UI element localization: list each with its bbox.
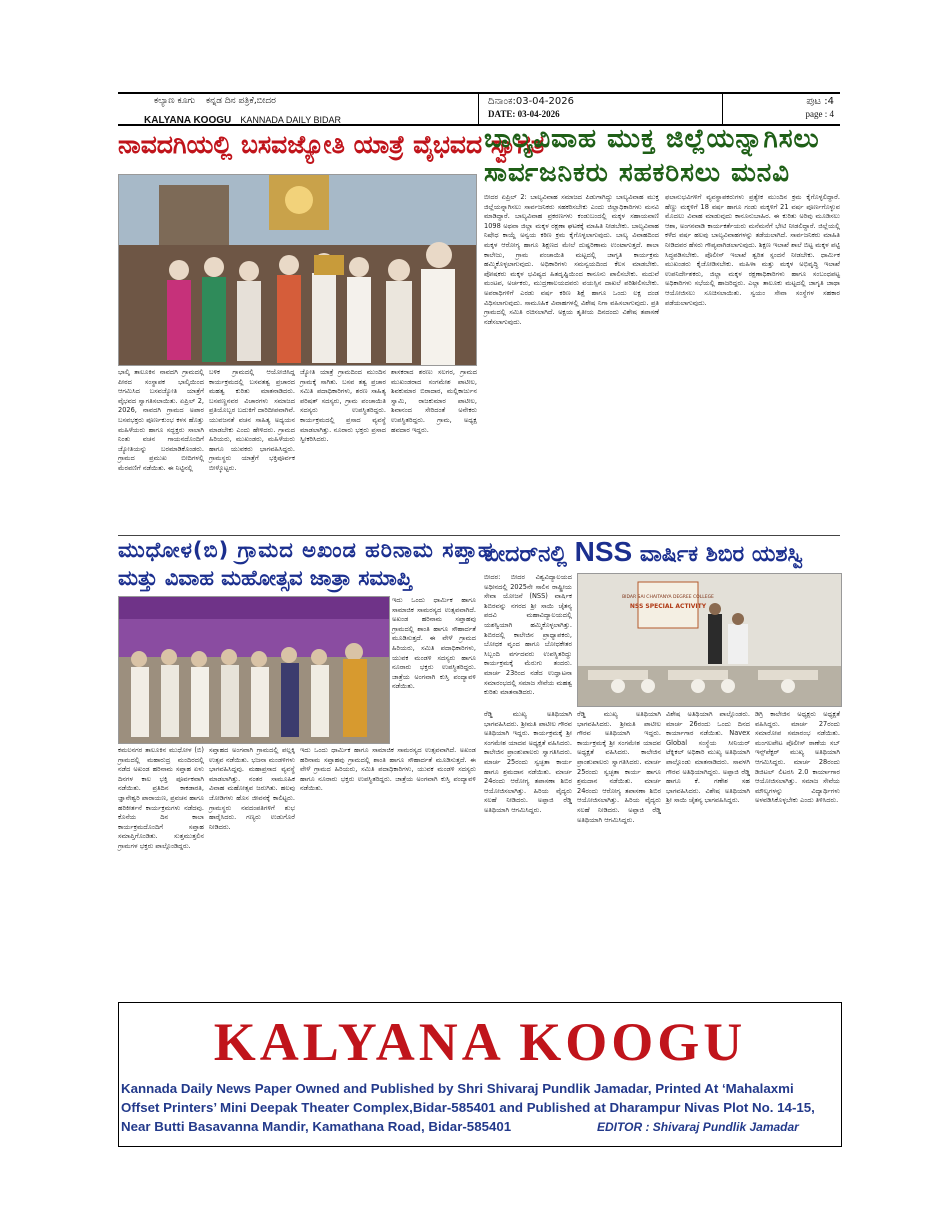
masthead-title-block <box>118 94 479 124</box>
story1-column-3: ಜ್ಯೋತಿ ಯಾತ್ರೆ ಗ್ರಾಮದಿಂದ ಮುಂದಿನ ಗ್ರಾಮಕ್ಕೆ ಸಾಗಿತು. ಬಸವ ತತ್ವ ಪ್ರಚಾರ ಸಮಿತಿ ಪದಾಧಿಕಾರಿಗಳು, ಶರಣ ಸಾಹಿತ್ಯ ಪರಿಷತ್ ಸದಸ್ಯರು, ಗ್ರಾಮ ಪಂಚಾಯಿತಿ ಸದಸ್ಯರು ಉಪಸ್ಥಿತರಿದ್ದರು. ಕಾರ್ಯಕ್ರಮದಲ್ಲಿ ಪ್ರಸಾದ ವ್ಯವಸ್ಥೆ ಮಾಡಲಾಗಿತ್ತು. ನೂರಾರು ಭಕ್ತರು ಪ್ರಸಾದ ಸ್ವೀಕರಿಸಿದರು. <box>300 368 386 444</box>
masthead <box>118 92 840 126</box>
story4-headline-prefix: ಬೀದರ್‌ನಲ್ಲಿ <box>484 542 567 567</box>
masthead-name-english: KALYANA KOOGU <box>144 115 232 126</box>
story4-column-2: ರೆಡ್ಡಿ ಮುಖ್ಯ ಅತಿಥಿಯಾಗಿ ಭಾಗವಹಿಸಿದರು. ಶ್ರೀಮತಿ ಪಾಟೀಲ ಗೌರವ ಅತಿಥಿಯಾಗಿ ಇದ್ದರು. ಕಾರ್ಯಕ್ರಮಕ್ಕೆ ಶ್ರೀ ಸಂಗಮೇಶ ಯಾದವ ಅಧ್ಯಕ್ಷತೆ ವಹಿಸಿದರು. ಕಾಲೇಜಿನ ಪ್ರಾಂಶುಪಾಲರು ಸ್ವಾಗತಿಸಿದರು. ಮಾರ್ಚ 25ರಂದು ಸ್ವಚ್ಛತಾ ಕಾರ್ಯ ಹಾಗೂ ಶ್ರಮದಾನ ನಡೆಯಿತು. ಮಾರ್ಚ 24ರಂದು ಆರೋಗ್ಯ ತಪಾಸಣಾ ಶಿಬಿರ ಆಯೋಜಿಸಲಾಗಿತ್ತು. ಹಿರಿಯ ವೈದ್ಯರು ಸಲಹೆ ನೀಡಿದರು. ಅಪ್ಪಾಜಿ ರೆಡ್ಡಿ ಅತಿಥಿಯಾಗಿ ಆಗಮಿಸಿದ್ದರು. <box>577 710 661 824</box>
story4-column-4: ಡಿಗ್ರಿ ಕಾಲೇಜಿನ ಅಧ್ಯಕ್ಷರು ಅಧ್ಯಕ್ಷತೆ ವಹಿಸಿದ್ದರು. ಮಾರ್ಚ 27ರಂದು ಸಮಾರೋಪ ಸಮಾರಂಭ ನಡೆಯಿತು. ಮಂಗಲಪೇಟ ಪೊಲೀಸ್ ಠಾಣೆಯ ಸಬ್ ಇನ್ಸ್‌ಪೆಕ್ಟರ್ ಮುಖ್ಯ ಅತಿಥಿಯಾಗಿ ಆಗಮಿಸಿದ್ದರು. ಮಾರ್ಚ 28ರಂದು ಡಿಜಿಟಲ್ ಲಿಟರಸಿ 2.0 ಕಾರ್ಯಾಗಾರ ಆಯೋಜಿಸಲಾಗಿತ್ತು. ಸಮಾಜ ಸೇವೆಯ ಮೌಲ್ಯಗಳನ್ನು ವಿದ್ಯಾರ್ಥಿಗಳು ಅಳವಡಿಸಿಕೊಳ್ಳಬೇಕು ಎಂದು ತಿಳಿಸಿದರು. <box>755 710 840 805</box>
story4-headline-nss: NSS <box>574 536 633 567</box>
story2-column-2: ಫಲಾನುಭವಿಗಳಿಗೆ ವ್ಯವಸ್ಥಾಪಕರುಗಳು ಪ್ರತ್ಯೇಕ ಮುಂದಿನ ಕ್ರಮ ಕೈಗೊಳ್ಳಲಿದ್ದಾರೆ. ಹೆಣ್ಣು ಮಕ್ಕಳಿಗೆ 18 ವರ್ಷ ಹಾಗೂ ಗಂಡು ಮಕ್ಕಳಿಗೆ 21 ವರ್ಷ ಪೂರ್ಣಗೊಳ್ಳುವ ಮೊದಲು ವಿವಾಹ ಮಾಡುವುದು ಕಾನೂನುಬಾಹಿರ. ಈ ಕುರಿತು ಅರಿವು ಮೂಡಿಸಲು ಆಶಾ, ಅಂಗನವಾಡಿ ಕಾರ್ಯಕರ್ತೆಯರು ಮನೆಮನೆಗೆ ಭೇಟಿ ನೀಡಲಿದ್ದಾರೆ. ಜಿಲ್ಲೆಯಲ್ಲಿ ಕಳೆದ ವರ್ಷ ಹಲವು ಬಾಲ್ಯವಿವಾಹಗಳನ್ನು ತಡೆಯಲಾಗಿದೆ. ಸಾರ್ವಜನಿಕರು ಮಾಹಿತಿ ನೀಡಿದವರ ಹೆಸರು ಗೌಪ್ಯವಾಗಿಡಲಾಗುವುದು. ಶಿಕ್ಷಣ ಇಲಾಖೆ ಶಾಲೆ ಬಿಟ್ಟ ಮಕ್ಕಳ ಪಟ್ಟಿ ಸಿದ್ಧಪಡಿಸಬೇಕು. ಪೊಲೀಸ್ ಇಲಾಖೆ ತ್ವರಿತ ಸ್ಪಂದನೆ ನೀಡಬೇಕು. ಧಾರ್ಮಿಕ ಮುಖಂಡರು ಕೈಜೋಡಿಸಬೇಕು. ಮಹಿಳಾ ಮತ್ತು ಮಕ್ಕಳ ಅಭಿವೃದ್ಧಿ ಇಲಾಖೆ ಉಪನಿರ್ದೇಶಕರು, ಜಿಲ್ಲಾ ಮಕ್ಕಳ ರಕ್ಷಣಾಧಿಕಾರಿಗಳು ಹಾಗೂ ಸಂಬಂಧಪಟ್ಟ ಅಧಿಕಾರಿಗಳು ಸಭೆಯಲ್ಲಿ ಹಾಜರಿದ್ದರು. ಎಲ್ಲಾ ತಾಲೂಕು ಮಟ್ಟದಲ್ಲಿ ಜಾಗೃತಿ ಜಾಥಾ ಆಯೋಜಿಸಲು ಸೂಚಿಸಲಾಯಿತು. ಸ್ವಯಂ ಸೇವಾ ಸಂಸ್ಥೆಗಳ ಸಹಕಾರ ಪಡೆಯಲಾಗುವುದು. <box>665 193 840 307</box>
story1-column-2: ಬಳಿಕ ಗ್ರಾಮದಲ್ಲಿ ಆಯೋಜಿಸಿದ್ದ ಕಾರ್ಯಕ್ರಮದಲ್ಲಿ ಬಸವತತ್ವ ಪ್ರಚಾರದ ಮಹತ್ವ ಕುರಿತು ಮಾತನಾಡಿದರು. ಬಸವಣ್ಣನವರ ವಿಚಾರಗಳು ಸಮಾಜದ ಪ್ರತಿಯೊಬ್ಬರ ಬದುಕಿಗೆ ದಾರಿದೀಪವಾಗಿವೆ. ಯುವಜನತೆ ವಚನ ಸಾಹಿತ್ಯ ಅಧ್ಯಯನ ಮಾಡಬೇಕು ಎಂದು ಹೇಳಿದರು. ಗ್ರಾಮದ ಹಿರಿಯರು, ಮುಖಂಡರು, ಮಹಿಳೆಯರು ಹಾಗೂ ಯುವಕರು ಭಾಗವಹಿಸಿದ್ದರು. ಗ್ರಾಮಸ್ಥರು ಯಾತ್ರೆಗೆ ಭಕ್ತಿಪೂರ್ವಕ ಬೀಳ್ಕೊಟ್ಟರು. <box>209 368 295 472</box>
footer-line-2: Offset Printers’ Mini Deepak Theater Complex,Bidar-585401 and Published at Dharampur Nivas Plot No. 14-15, <box>121 1100 815 1115</box>
story4-banner-title: NSS SPECIAL ACTIVITY <box>629 603 707 610</box>
masthead-name-kannada: ಕಲ್ಯಾಣ ಕೂಗು <box>154 96 196 106</box>
story4-column-3: ವಿಶೇಷ ಅತಿಥಿಯಾಗಿ ಪಾಲ್ಗೊಂಡರು. ಮಾರ್ಚ 26ರಂದು ಒಂದು ದಿನದ ಕಾರ್ಯಾಗಾರ ನಡೆಯಿತು. Navex Global ಸಂಸ್ಥೆಯ ಸೀನಿಯರ್ ಟೆಕ್ನಿಕಲ್ ಅಧಿಕಾರಿ ಮುಖ್ಯ ಅತಿಥಿಯಾಗಿ ಪಾಲ್ಗೊಂಡು ಮಾತನಾಡಿದರು. ಸಾವಳಗಿ ಗೌರವ ಅತಿಥಿಯಾಗಿದ್ದರು. ಅಪ್ಪಾಜಿ ರೆಡ್ಡಿ ಹಾಗೂ ಕೆ. ಗಣೇಶ ಸಹ ಭಾಗವಹಿಸಿದರು. ವಿಶೇಷ ಅತಿಥಿಯಾಗಿ ಶ್ರೀ ಸಾಯಿ ಚೈತನ್ಯ ಭಾಗವಹಿಸಿದ್ದರು. <box>666 710 750 805</box>
footer-line-3: Near Butti Basavanna Mandir, Kamathana Road, Bidar-585401 <box>121 1119 512 1134</box>
story4-photo <box>577 573 842 707</box>
story1-photo-illustration <box>119 175 476 365</box>
story1-column-4: ಶಾಸಕರಾದ ಶರಣು ಸಲಗರ, ಗ್ರಾಮದ ಮುಖಂಡರಾದ ಸಂಗಮೇಶ ಪಾಟೀಲ, ಶಿವಕುಮಾರ ಬಿರಾದಾರ, ಮಲ್ಲಿಕಾರ್ಜುನ ಸ್ವಾಮಿ, ರಾಜಕುಮಾರ ಪಾಟೀಲ, ಶಿವಾನಂದ ಸೇರಿದಂತೆ ಅನೇಕರು ಉಪಸ್ಥಿತರಿದ್ದರು. ಗ್ರಾಮ, ಅಧ್ಯಕ್ಷ ಹವದಾರ ಇದ್ದರು. <box>391 368 477 434</box>
story2-headline-line2: ಸಾರ್ವಜನಿಕರು ಸಹಕರಿಸಲು ಮನವಿ <box>484 158 791 188</box>
masthead-page-kannada: ಪುಟ :4 <box>806 96 834 107</box>
story4-banner-text: BIDAR SAI CHAITANYA DEGREE COLLEGE <box>622 595 714 600</box>
story4-column-1: ಬೀದರ: ಬೀದರ ವಿಶ್ವವಿದ್ಯಾಲಯದ ಅಧೀನದಲ್ಲಿ 2025ನೇ ಸಾಲಿನ ರಾಷ್ಟ್ರೀಯ ಸೇವಾ ಯೋಜನೆ (NSS) ವಾರ್ಷಿಕ ಶಿಬಿರವನ್ನು ನಗರದ ಶ್ರೀ ಸಾಯಿ ಚೈತನ್ಯ ಪದವಿ ಮಹಾವಿದ್ಯಾಲಯದಲ್ಲಿ ಯಶಸ್ವಿಯಾಗಿ ಹಮ್ಮಿಕೊಳ್ಳಲಾಗಿತ್ತು. ಶಿಬಿರದಲ್ಲಿ ಕಾಲೇಜಿನ ಪ್ರಾಧ್ಯಾಪಕರು, ಬೋಧಕ ವೃಂದ ಹಾಗೂ ಬೋಧಕೇತರ ಸಿಬ್ಬಂದಿ ವರ್ಗದವರು ಉಪಸ್ಥಿತರಿದ್ದು ಕಾರ್ಯಕ್ರಮಕ್ಕೆ ಮೆರುಗು ತಂದರು. ಮಾರ್ಚ 23ರಿಂದ ನಡೆದ ಉದ್ಘಾಟನಾ ಸಮಾರಂಭದಲ್ಲಿ ಸಮಾಜ ಸೇವೆಯ ಮಹತ್ವ ಕುರಿತು ಮಾತನಾಡಿದರು. <box>484 573 572 697</box>
masthead-date-kannada: ದಿನಾಂಕ:03-04-2026 <box>488 96 574 107</box>
story3-headline-line2: ಮತ್ತು ವಿವಾಹ ಮಹೋತ್ಸವ ಜಾತ್ರಾ ಸಮಾಪ್ತಿ <box>118 566 413 590</box>
story3-column-3: ಇದು ಒಂದು ಧಾರ್ಮಿಕ ಹಾಗೂ ಸಾಮಾಜಿಕ ಸಾಮರಸ್ಯದ ಉತ್ಸವವಾಗಿದೆ. ಅಖಂಡ ಹರಿನಾಮ ಸಪ್ತಾಹವು ಗ್ರಾಮದಲ್ಲಿ ಶಾಂತಿ ಹಾಗೂ ಸೌಹಾರ್ದತೆ ಮೂಡಿಸುತ್ತದೆ. ಈ ವೇಳೆ ಗ್ರಾಮದ ಹಿರಿಯರು, ಸಮಿತಿ ಪದಾಧಿಕಾರಿಗಳು, ಯುವಕ ಮಂಡಳಿ ಸದಸ್ಯರು ಹಾಗೂ ನೂರಾರು ಭಕ್ತರು ಉಪಸ್ಥಿತರಿದ್ದರು. ಜಾತ್ರೆಯ ಅಂಗವಾಗಿ ಕುಸ್ತಿ ಪಂದ್ಯಾವಳಿ ನಡೆಯಿತು. <box>392 596 476 691</box>
footer-editor: EDITOR : Shivaraj Pundlik Jamadar <box>597 1120 799 1134</box>
masthead-page-block <box>722 94 840 124</box>
story4-photo-illustration <box>578 574 841 706</box>
story3-photo-illustration <box>119 597 389 743</box>
story2-headline-line1: ಬಾಲ್ಯವಿವಾಹ ಮುಕ್ತ ಜಿಲ್ಲೆಯನ್ನಾಗಿಸಲು <box>484 124 820 154</box>
masthead-daily-english: KANNADA DAILY BIDAR <box>240 115 342 125</box>
story3-photo <box>118 596 390 744</box>
story3-column-2: ಸಪ್ತಾಹದ ಅಂಗವಾಗಿ ಗ್ರಾಮದಲ್ಲಿ ಪಲ್ಲಕ್ಕಿ ಉತ್ಸವ ನಡೆಯಿತು. ಭಜನಾ ಮಂಡಳಿಗಳು ಭಾಗವಹಿಸಿದ್ದವು. ಮಹಾಪ್ರಸಾದ ವ್ಯವಸ್ಥೆ ಮಾಡಲಾಗಿತ್ತು. ನಂತರ ಸಾಮೂಹಿಕ ವಿವಾಹ ಮಹೋತ್ಸವ ಜರುಗಿತು. ಹಲವು ಜೋಡಿಗಳು ಹೊಸ ಜೀವನಕ್ಕೆ ಕಾಲಿಟ್ಟರು. ಗ್ರಾಮಸ್ಥರು ನವದಂಪತಿಗಳಿಗೆ ಶುಭ ಹಾರೈಸಿದರು. ಗಣ್ಯರು ಉಡುಗೊರೆ ನೀಡಿದರು. <box>209 746 295 831</box>
masthead-date-block <box>478 94 723 124</box>
story4-headline <box>484 538 840 566</box>
story1-photo <box>118 174 477 366</box>
story4-column-1b: ರೆಡ್ಡಿ ಮುಖ್ಯ ಅತಿಥಿಯಾಗಿ ಭಾಗವಹಿಸಿದರು. ಶ್ರೀಮತಿ ಪಾಟೀಲ ಗೌರವ ಅತಿಥಿಯಾಗಿ ಇದ್ದರು. ಕಾರ್ಯಕ್ರಮಕ್ಕೆ ಶ್ರೀ ಸಂಗಮೇಶ ಯಾದವ ಅಧ್ಯಕ್ಷತೆ ವಹಿಸಿದರು. ಕಾಲೇಜಿನ ಪ್ರಾಂಶುಪಾಲರು ಸ್ವಾಗತಿಸಿದರು. ಮಾರ್ಚ 25ರಂದು ಸ್ವಚ್ಛತಾ ಕಾರ್ಯ ಹಾಗೂ ಶ್ರಮದಾನ ನಡೆಯಿತು. ಮಾರ್ಚ 24ರಂದು ಆರೋಗ್ಯ ತಪಾಸಣಾ ಶಿಬಿರ ಆಯೋಜಿಸಲಾಗಿತ್ತು. ಹಿರಿಯ ವೈದ್ಯರು ಸಲಹೆ ನೀಡಿದರು. ಅಪ್ಪಾಜಿ ರೆಡ್ಡಿ ಅತಿಥಿಯಾಗಿ ಆಗಮಿಸಿದ್ದರು. <box>484 710 572 814</box>
publisher-box <box>118 1002 842 1147</box>
story2-column-1: ಬೀದರ ಏಪ್ರಿಲ್ 2: ಬಾಲ್ಯವಿವಾಹ ಸಮಾಜದ ಪಿಡುಗಾಗಿದ್ದು ಬಾಲ್ಯವಿವಾಹ ಮುಕ್ತ ಜಿಲ್ಲೆಯನ್ನಾಗಿಸಲು ಸಾರ್ವಜನಿಕರು ಸಹಕರಿಸಬೇಕು ಎಂದು ಜಿಲ್ಲಾಧಿಕಾರಿಗಳು ಮನವಿ ಮಾಡಿದ್ದಾರೆ. ಬಾಲ್ಯವಿವಾಹ ಪ್ರಕರಣಗಳು ಕಂಡುಬಂದಲ್ಲಿ ಮಕ್ಕಳ ಸಹಾಯವಾಣಿ 1098 ಅಥವಾ ಜಿಲ್ಲಾ ಮಕ್ಕಳ ರಕ್ಷಣಾ ಘಟಕಕ್ಕೆ ಮಾಹಿತಿ ನೀಡಬೇಕು. ಬಾಲ್ಯವಿವಾಹ ನಿಷೇಧ ಕಾಯ್ದೆ ಅನ್ವಯ ಕಠಿಣ ಕ್ರಮ ಕೈಗೊಳ್ಳಲಾಗುವುದು. ಬಾಲ್ಯ ವಿವಾಹದಿಂದ ಮಕ್ಕಳ ಆರೋಗ್ಯ ಹಾಗೂ ಶಿಕ್ಷಣದ ಮೇಲೆ ದುಷ್ಪರಿಣಾಮ ಉಂಟಾಗುತ್ತದೆ. ಶಾಲಾ ಕಾಲೇಜು, ಗ್ರಾಮ ಪಂಚಾಯಿತಿ ಮಟ್ಟದಲ್ಲಿ ಜಾಗೃತಿ ಕಾರ್ಯಕ್ರಮ ಹಮ್ಮಿಕೊಳ್ಳಲಾಗುವುದು. ಅಧಿಕಾರಿಗಳು ಸಮನ್ವಯದಿಂದ ಕೆಲಸ ಮಾಡಬೇಕು. ಪೋಷಕರು ಮಕ್ಕಳ ಭವಿಷ್ಯದ ಹಿತದೃಷ್ಟಿಯಿಂದ ಕಾನೂನು ಪಾಲಿಸಬೇಕು. ಮದುವೆ ಮಂಟಪ, ಅರ್ಚಕರು, ಮುದ್ರಣಾಲಯದವರು ವಯಸ್ಸಿನ ದಾಖಲೆ ಪರಿಶೀಲಿಸಬೇಕು. ಅಪರಾಧಿಗಳಿಗೆ ಎರಡು ವರ್ಷ ಕಠಿಣ ಶಿಕ್ಷೆ ಹಾಗೂ ಒಂದು ಲಕ್ಷ ದಂಡ ವಿಧಿಸಲಾಗುವುದು. ಸಾಮೂಹಿಕ ವಿವಾಹಗಳಲ್ಲಿ ವಿಶೇಷ ನಿಗಾ ವಹಿಸಲಾಗುವುದು. ಪ್ರತಿ ಗ್ರಾಮದಲ್ಲಿ ಸಮಿತಿ ರಚಿಸಲಾಗಿದೆ. ಅಕ್ಷಯ ತೃತೀಯ ದಿನದಂದು ವಿಶೇಷ ತಪಾಸಣೆ ನಡೆಸಲಾಗುವುದು. <box>484 193 659 326</box>
masthead-page-english: page : 4 <box>805 109 834 119</box>
masthead-daily-kannada: ಕನ್ನಡ ದಿನ ಪತ್ರಿಕೆ,ಬೀದರ <box>205 96 276 106</box>
footer-brand: KALYANA KOOGU <box>213 1012 747 1072</box>
section-divider <box>118 535 840 536</box>
story3-column-1: ಕಮಲನಗರ ತಾಲೂಕಿನ ಮುಧೋಳ (ಬಿ) ಗ್ರಾಮದಲ್ಲಿ ಮಹಾರುದ್ರ ಮಂದಿರದಲ್ಲಿ ನಡೆದ ಅಖಂಡ ಹರಿನಾಮ ಸಪ್ತಾಹ ಏಳು ದಿನಗಳ ಕಾಲ ಭಕ್ತಿ ಪೂರ್ವಕವಾಗಿ ನಡೆಯಿತು. ಪ್ರತಿದಿನ ಕಾಕಡಾರತಿ, ಜ್ಞಾನೇಶ್ವರಿ ಪಾರಾಯಣ, ಪ್ರವಚನ ಹಾಗೂ ಹರಿಕೀರ್ತನೆ ಕಾರ್ಯಕ್ರಮಗಳು ನಡೆದವು. ಕೊನೆಯ ದಿನ ಕಾಲಾ ಕಾರ್ಯಕ್ರಮದೊಂದಿಗೆ ಸಪ್ತಾಹ ಸಮಾಪ್ತಿಗೊಂಡಿತು. ಸುತ್ತಮುತ್ತಲಿನ ಗ್ರಾಮಗಳ ಭಕ್ತರು ಪಾಲ್ಗೊಂಡಿದ್ದರು. <box>118 746 204 850</box>
story1-column-1: ಭಾಲ್ಕಿ ತಾಲೂಕಿನ ನಾವದಗಿ ಗ್ರಾಮದಲ್ಲಿ ಪೀಠದ ಸಂಸ್ಥಾಪಕ ಭಾಲ್ಕಿಯಿಂದ ಆಗಮಿಸಿದ ಬಸವಜ್ಯೋತಿ ಯಾತ್ರೆಗೆ ವೈಭವದ ಸ್ವಾಗತಿಸಲಾಯಿತು. ಏಪ್ರಿಲ್ 2, 2026, ನಾವದಗಿ ಗ್ರಾಮದ ಅಪಾರ ಬಸವಭಕ್ತರು ಪೂರ್ಣಕುಂಭ ಕಳಸ ಹೊತ್ತು ಮಹಿಳೆಯರು ಹಾಗೂ ಸದ್ಭಕ್ತರು ಸಾಲಾಗಿ ನಿಂತು ವಚನ ಗಾಯನದೊಂದಿಗೆ ಜ್ಯೋತಿಯನ್ನು ಬರಮಾಡಿಕೊಂಡರು. ಗ್ರಾಮದ ಪ್ರಮುಖ ಬೀದಿಗಳಲ್ಲಿ ಮೆರವಣಿಗೆ ನಡೆಯಿತು. ಈ ನಿಟ್ಟಿನಲ್ಲಿ <box>118 368 204 472</box>
story3-headline-line1: ಮುಧೋಳ(ಬಿ) ಗ್ರಾಮದ ಅಖಂಡ ಹರಿನಾಮ ಸಪ್ತಾಹ <box>118 538 494 562</box>
story3-column-4: ಇದು ಒಂದು ಧಾರ್ಮಿಕ ಹಾಗೂ ಸಾಮಾಜಿಕ ಸಾಮರಸ್ಯದ ಉತ್ಸವವಾಗಿದೆ. ಅಖಂಡ ಹರಿನಾಮ ಸಪ್ತಾಹವು ಗ್ರಾಮದಲ್ಲಿ ಶಾಂತಿ ಹಾಗೂ ಸೌಹಾರ್ದತೆ ಮೂಡಿಸುತ್ತದೆ. ಈ ವೇಳೆ ಗ್ರಾಮದ ಹಿರಿಯರು, ಸಮಿತಿ ಪದಾಧಿಕಾರಿಗಳು, ಯುವಕ ಮಂಡಳಿ ಸದಸ್ಯರು ಹಾಗೂ ನೂರಾರು ಭಕ್ತರು ಉಪಸ್ಥಿತರಿದ್ದರು. ಜಾತ್ರೆಯ ಅಂಗವಾಗಿ ಕುಸ್ತಿ ಪಂದ್ಯಾವಳಿ ನಡೆಯಿತು. <box>300 746 476 793</box>
footer-line-1: Kannada Daily News Paper Owned and Published by Shri Shivaraj Pundlik Jamadar, Printed At ‘Mahalaxmi <box>121 1081 794 1096</box>
story4-headline-suffix: ವಾರ್ಷಿಕ ಶಿಬಿರ ಯಶಸ್ವಿ <box>639 542 804 567</box>
story1-headline: ನಾವದಗಿಯಲ್ಲಿ ಬಸವಜ್ಯೋತಿ ಯಾತ್ರೆ ವೈಭವದ ಸ್ವಾಗತ <box>118 130 545 159</box>
masthead-date-english: DATE: 03-04-2026 <box>488 109 560 119</box>
